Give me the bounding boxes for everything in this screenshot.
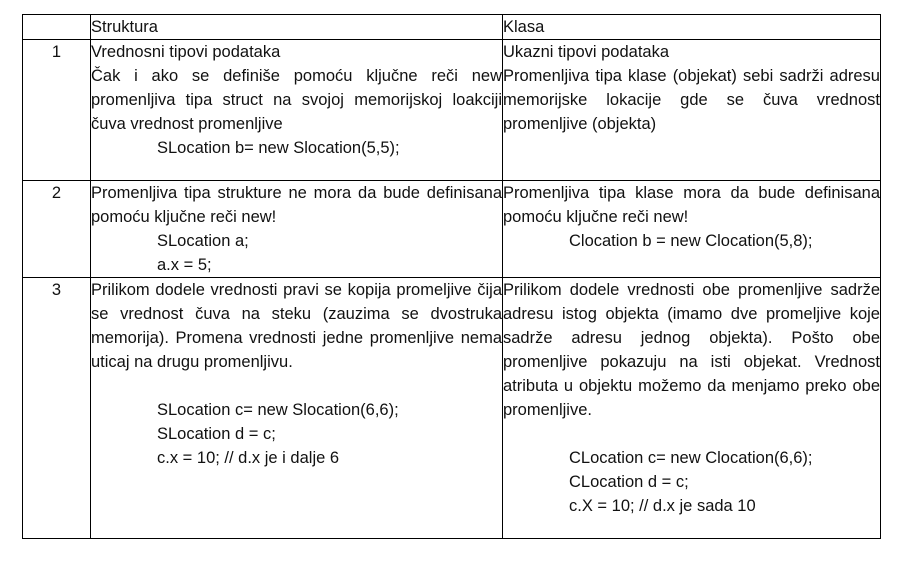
cell-text: Čak i ako se definiše pomoću ključne reči new promenljiva tipa struct na svojoj memorijskoj loakciji čuva vrednost promenljive [91, 67, 502, 133]
code-line: SLocation a; [157, 232, 249, 250]
struktura-cell [91, 40, 503, 181]
klasa-cell [503, 40, 881, 181]
code-line: c.x = 10; // d.x je i dalje 6 [157, 449, 340, 467]
cell-text: Promenljiva tipa klase mora da bude definisana pomoću ključne reči new! [503, 184, 880, 226]
header-row [23, 15, 881, 40]
cell-text: Promenljiva tipa strukture ne mora da bude definisana pomoću ključne reči new! [91, 184, 502, 226]
row-number: 2 [23, 181, 91, 278]
comparison-table [22, 14, 881, 539]
code-line: Clocation b = new Clocation(5,8); [569, 232, 813, 250]
table-row [23, 181, 881, 278]
header-number-cell [23, 15, 91, 40]
struktura-cell [91, 181, 503, 278]
table-row [23, 278, 881, 539]
cell-title: Vrednosni tipovi podataka [91, 43, 281, 61]
klasa-cell [503, 278, 881, 539]
code-line: SLocation b= new Slocation(5,5); [157, 139, 400, 157]
code-line: c.X = 10; // d.x je sada 10 [569, 497, 756, 515]
row-number: 1 [23, 40, 91, 181]
cell-text: Prilikom dodele vrednosti pravi se kopija promeljive čija se vrednost čuva na steku (zauzima se dvostruka memorija). Promena vrednosti jedne promenljive nema uticaj na drugu promenljivu. [91, 281, 502, 371]
klasa-cell [503, 181, 881, 278]
code-line: SLocation d = c; [157, 425, 276, 443]
cell-text: Prilikom dodele vrednosti obe promenljive sadrže adresu istog objekta (imamo dve promeljive koje sadrže adresu jednog objekta). Pošto obe promenljive pokazuju na isti objekat. Vrednost atributa u objektu možemo da menjamo preko obe promenljive. [503, 281, 880, 419]
row-number: 3 [23, 278, 91, 539]
table-row [23, 40, 881, 181]
struktura-cell [91, 278, 503, 539]
code-line: CLocation c= new Clocation(6,6); [569, 449, 813, 467]
cell-title: Ukazni tipovi podataka [503, 43, 670, 61]
cell-text: Promenljiva tipa klase (objekat) sebi sadrži adresu memorijske lokacije gde se čuva vrednost promenljive (objekta) [503, 67, 880, 133]
code-line: CLocation d = c; [569, 473, 689, 491]
header-struktura: Struktura [91, 15, 503, 40]
code-line: SLocation c= new Slocation(6,6); [157, 401, 399, 419]
header-klasa: Klasa [503, 15, 881, 40]
code-line: a.x = 5; [157, 256, 212, 274]
